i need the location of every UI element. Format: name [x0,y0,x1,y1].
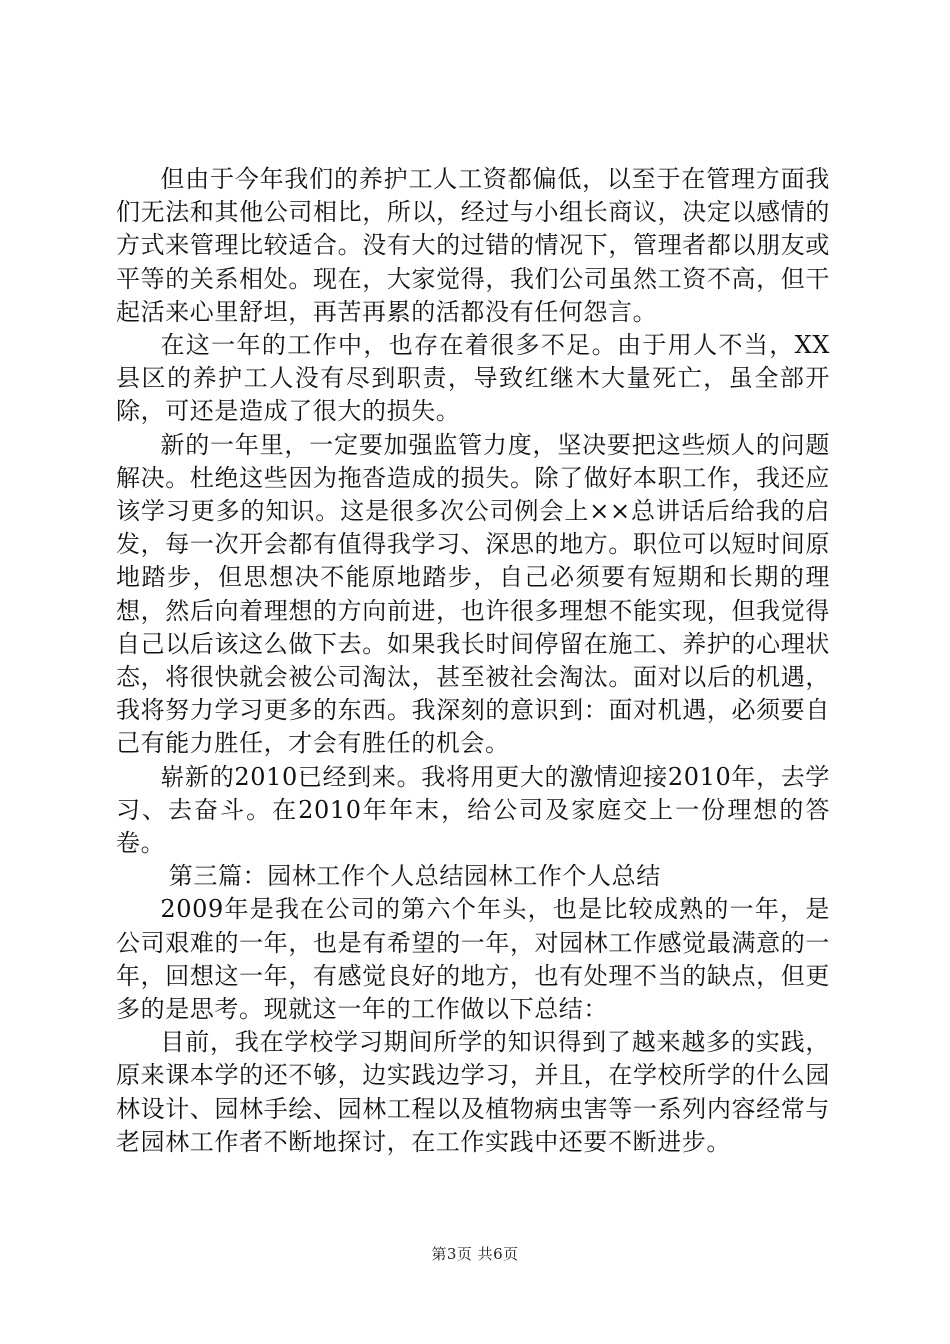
paragraph-shortcomings: 在这一年的工作中，也存在着很多不足。由于用人不当，XX县区的养护工人没有尽到职责，导致红继木大量死亡，虽全部开除，可还是造成了很大的损失。 [116,331,830,426]
paragraph-learning-practice: 目前，我在学校学习期间所学的知识得到了越来越多的实践，原来课本学的还不够，边实践边学习，并且，在学校所学的什么园林设计、园林手绘、园林工程以及植物病虫害等一系列内容经常与老园林工作者不断地探讨，在工作实践中还要不断进步。 [116,1028,830,1156]
document-body [116,163,830,1159]
paragraph-2009-summary: 2009年是我在公司的第六个年头，也是比较成熟的一年，是公司艰难的一年，也是有希望的一年，对园林工作感觉最满意的一年，回想这一年，有感觉良好的地方，也有处理不当的缺点，但更多的是思考。现就这一年的工作做以下总结： [116,895,830,1024]
paragraph-new-year-plan: 新的一年里，一定要加强监管力度，坚决要把这些烦人的问题解决。杜绝这些因为拖沓造成的损失。除了做好本职工作，我还应该学习更多的知识。这是很多次公司例会上××总讲话后给我的启发，每一次开会都有值得我学习、深思的地方。职位可以短时间原地踏步，但思想决不能原地踏步，自己必须要有短期和长期的理想，然后向着理想的方向前进，也许很多理想不能实现，但我觉得自己以后该这么做下去。如果我长时间停留在施工、养护的心理状态，将很快就会被公司淘汰，甚至被社会淘汰。面对以后的机遇，我将努力学习更多的东西。我深刻的意识到：面对机遇，必须要自己有能力胜任，才会有胜任的机会。 [116,430,830,758]
paragraph-management-style: 但由于今年我们的养护工人工资都偏低，以至于在管理方面我们无法和其他公司相比，所以，经过与小组长商议，决定以感情的方式来管理比较适合。没有大的过错的情况下，管理者都以朋友或平等的关系相处。现在，大家觉得，我们公司虽然工资不高，但干起活来心里舒坦，再苦再累的活都没有任何怨言。 [116,165,830,326]
page-number-footer: 第3页 共6页 [431,1245,519,1263]
paragraph-2010-outlook: 崭新的2010已经到来。我将用更大的激情迎接2010年，去学习、去奋斗。在2010年年末，给公司及家庭交上一份理想的答卷。 [116,762,830,858]
section-heading-part-three: 第三篇：园林工作个人总结园林工作个人总结 [168,862,661,891]
